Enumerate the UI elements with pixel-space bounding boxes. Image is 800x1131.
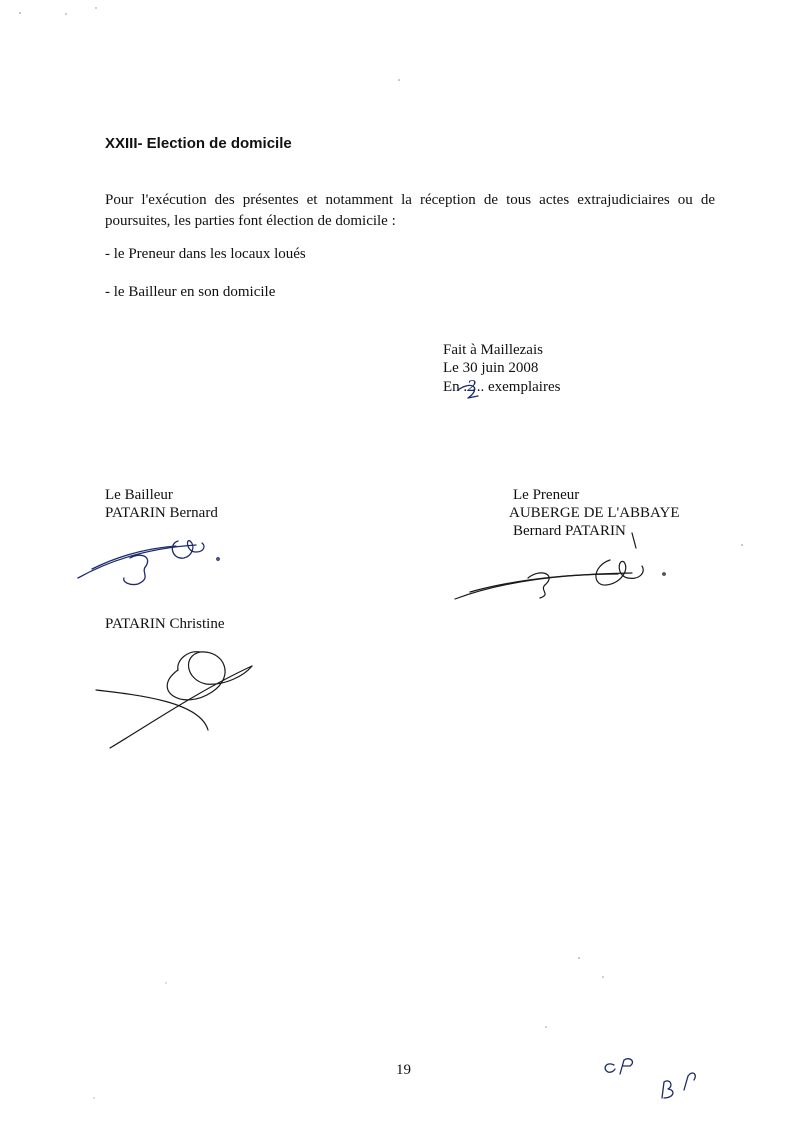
bailleur-name: PATARIN Bernard — [105, 505, 218, 521]
date-line: Le 30 juin 2008 — [443, 360, 539, 376]
preneur-company: AUBERGE DE L'ABBAYE — [509, 505, 680, 521]
preneur-name: Bernard PATARIN — [513, 523, 626, 539]
christine-signature-icon — [96, 652, 252, 748]
bailleur-block — [105, 486, 218, 522]
copies-line — [443, 377, 560, 396]
bailleur-signature-icon — [78, 541, 219, 585]
election-paragraph: Pour l'exécution des présentes et notamment la réception de tous actes extrajudiciaires ou de poursuites, les parties font élection de domicile : — [105, 192, 715, 229]
preneur-role: Le Preneur — [513, 487, 580, 503]
preneur-signature-icon — [455, 533, 665, 599]
initials-cp-icon — [605, 1059, 632, 1074]
christine-block — [105, 615, 225, 633]
copies-handwritten-number: 2 — [467, 377, 477, 395]
copies-suffix: .. exemplaires — [476, 379, 561, 395]
place-date-block — [443, 341, 560, 396]
scan-specks — [19, 7, 743, 1098]
copies-prefix: En . — [443, 379, 468, 395]
list-item-preneur: - le Preneur dans les locaux loués — [105, 246, 306, 262]
initials-bp-icon — [662, 1073, 695, 1098]
place-line: Fait à Maillezais — [443, 342, 543, 358]
christine-name: PATARIN Christine — [105, 616, 225, 632]
preneur-block — [509, 486, 680, 540]
section-heading: XXIII- Election de domicile — [105, 135, 292, 152]
bailleur-role: Le Bailleur — [105, 487, 173, 503]
list-item-bailleur: - le Bailleur en son domicile — [105, 284, 276, 300]
page-number: 19 — [396, 1062, 411, 1078]
